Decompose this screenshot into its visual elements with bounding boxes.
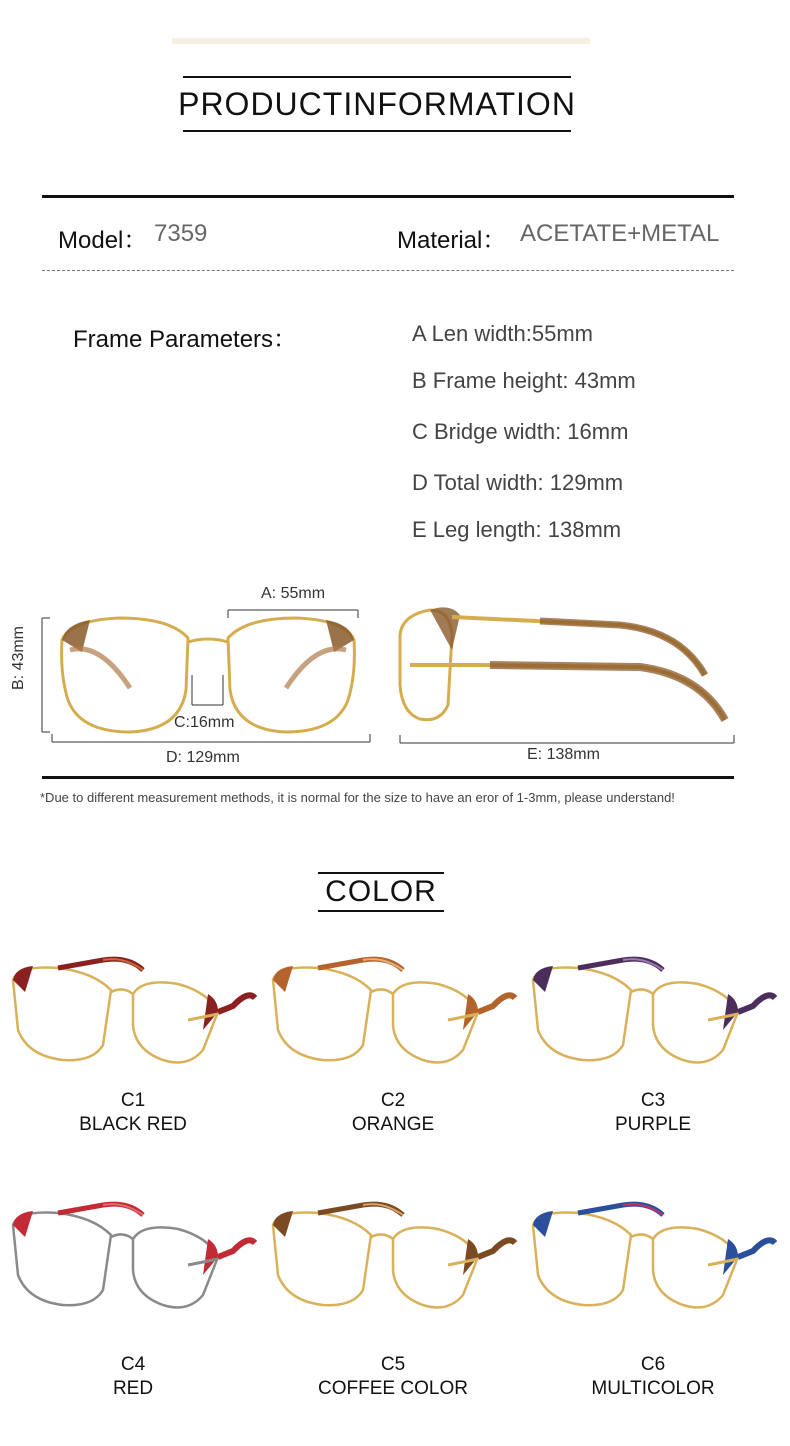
param-lens-width: A Len width:55mm — [412, 321, 593, 346]
variant-name: COFFEE COLOR — [318, 1378, 468, 1399]
diagram-bottom-rule — [42, 776, 734, 779]
page-title: PRODUCTINFORMATION — [178, 85, 576, 122]
dim-d-label: D: 129mm — [166, 749, 240, 766]
material-label: Material： — [397, 227, 507, 254]
variant-code: C4 — [120, 1354, 146, 1375]
front-bridge — [188, 639, 228, 642]
color-variant-c4 — [3, 1354, 263, 1400]
top-decor-strip — [172, 38, 590, 44]
spec-top-rule — [42, 195, 734, 198]
glasses-image — [523, 950, 781, 1070]
variant-name: BLACK RED — [79, 1114, 187, 1135]
color-variant-c2 — [263, 1090, 523, 1136]
glasses-image — [3, 1195, 261, 1315]
color-title: COLOR — [325, 875, 437, 908]
variant-code: C5 — [380, 1354, 406, 1375]
material-value: ACETATE+METAL — [520, 220, 720, 247]
variant-code: C1 — [120, 1090, 146, 1111]
param-bridge-width: C Bridge width: 16mm — [412, 419, 629, 444]
variant-name: ORANGE — [351, 1114, 435, 1135]
section-title-product-information — [178, 76, 576, 132]
variant-name: RED — [112, 1378, 154, 1399]
dim-a-label: A: 55mm — [261, 585, 326, 602]
param-total-width: D Total width: 129mm — [412, 470, 624, 495]
glasses-image — [523, 1195, 781, 1315]
color-variant-c5 — [263, 1354, 523, 1400]
model-label: Model： — [58, 227, 148, 254]
side-view-diagram — [390, 595, 740, 755]
dim-e-label: E: 138mm — [527, 746, 600, 763]
variant-name: MULTICOLOR — [591, 1378, 715, 1399]
variant-name: PURPLE — [614, 1114, 692, 1135]
param-frame-height: B Frame height: 43mm — [412, 368, 636, 393]
spec-dashed-divider — [42, 270, 734, 271]
frame-parameters-label: Frame Parameters： — [73, 326, 298, 353]
color-variant-c1 — [3, 1090, 263, 1136]
glasses-image — [3, 950, 261, 1070]
variant-code: C6 — [640, 1354, 666, 1375]
variant-code: C2 — [380, 1090, 406, 1111]
dim-c-label: C:16mm — [174, 714, 235, 731]
color-variant-c6 — [523, 1354, 783, 1400]
variant-code: C3 — [640, 1090, 666, 1111]
param-leg-length: E Leg length: 138mm — [412, 517, 622, 542]
section-title-color — [318, 872, 444, 912]
color-variant-c3 — [523, 1090, 783, 1136]
glasses-image — [263, 950, 521, 1070]
measurement-note: *Due to different measurement methods, it is normal for the size to have an eror of 1-3mm, please understand! — [40, 790, 675, 805]
dim-b-label: B: 43mm — [10, 625, 27, 690]
glasses-image — [263, 1195, 521, 1315]
front-view-diagram — [20, 580, 380, 770]
model-value: 7359 — [154, 220, 208, 247]
